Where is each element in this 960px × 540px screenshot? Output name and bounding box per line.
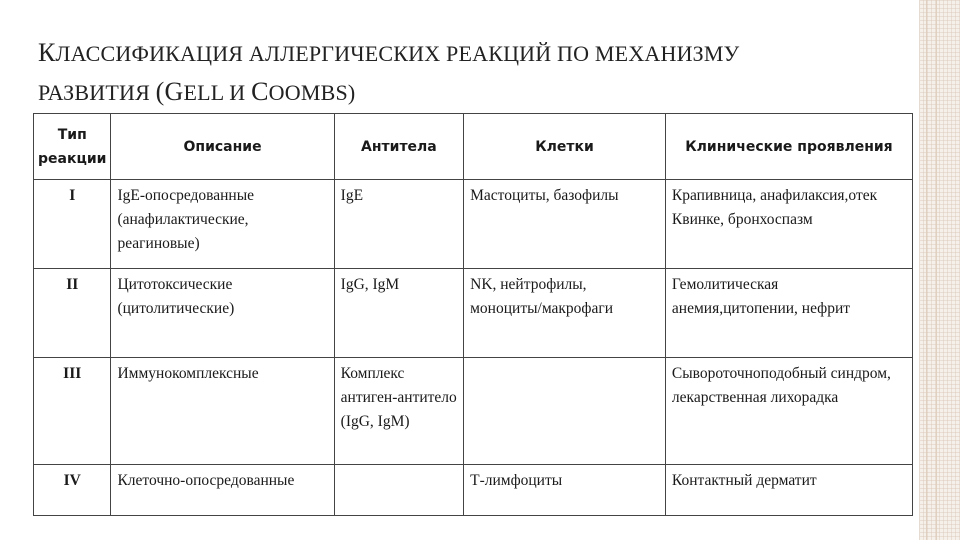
cell-cells: Мастоциты, базофилы xyxy=(464,180,666,269)
table-header-row xyxy=(34,114,913,180)
table-row xyxy=(34,358,913,465)
slide-title xyxy=(38,34,898,112)
cell-cells: Т-лимфоциты xyxy=(464,465,666,516)
cell-description: Иммунокомплексные xyxy=(111,358,334,465)
header-description: Описание xyxy=(111,114,334,180)
cell-clinical: Сывороточноподобный синдром, лекарственная лихорадка xyxy=(665,358,912,465)
header-type: Тип реакции xyxy=(34,114,111,180)
header-clinical: Клинические проявления xyxy=(665,114,912,180)
table-row xyxy=(34,465,913,516)
header-cells: Клетки xyxy=(464,114,666,180)
cell-clinical: Крапивница, анафилаксия,отек Квинке, бронхоспазм xyxy=(665,180,912,269)
cell-type: I xyxy=(34,180,111,269)
cell-cells xyxy=(464,358,666,465)
cell-description: Клеточно-опосредованные xyxy=(111,465,334,516)
title-line-1: КЛАССИФИКАЦИЯ АЛЛЕРГИЧЕСКИХ РЕАКЦИЙ ПО МЕХАНИЗМУ xyxy=(38,38,740,67)
cell-antibodies: IgG, IgM xyxy=(334,269,463,358)
cell-type: IV xyxy=(34,465,111,516)
cell-type: II xyxy=(34,269,111,358)
cell-description: Цитотоксические (цитолитические) xyxy=(111,269,334,358)
cell-clinical: Гемолитическая анемия,цитопении, нефрит xyxy=(665,269,912,358)
cell-cells: NK, нейтрофилы, моноциты/макрофаги xyxy=(464,269,666,358)
table-row xyxy=(34,269,913,358)
cell-antibodies: Комплекс антиген-антитело (IgG, IgM) xyxy=(334,358,463,465)
cell-clinical: Контактный дерматит xyxy=(665,465,912,516)
decorative-side-stripe xyxy=(919,0,960,540)
cell-antibodies: IgE xyxy=(334,180,463,269)
title-line-2: РАЗВИТИЯ (GELL И COOMBS) xyxy=(38,77,356,106)
cell-type: III xyxy=(34,358,111,465)
cell-description: IgE-опосредованные (анафилактические, реагиновые) xyxy=(111,180,334,269)
header-antibodies: Антитела xyxy=(334,114,463,180)
cell-antibodies xyxy=(334,465,463,516)
table-row xyxy=(34,180,913,269)
allergy-classification-table xyxy=(33,113,913,516)
